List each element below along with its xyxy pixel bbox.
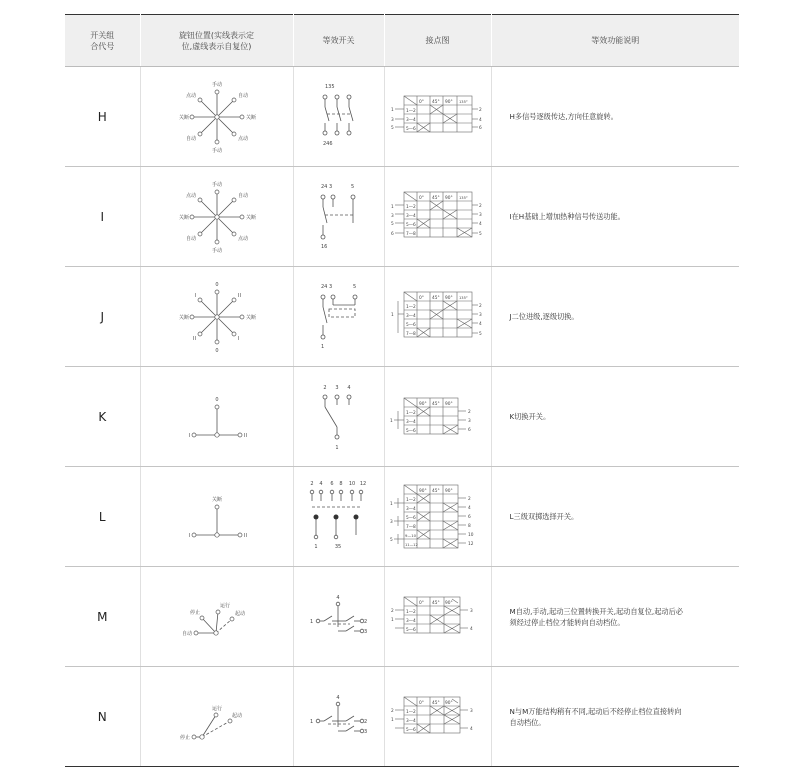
svg-text:90°: 90° [418, 401, 427, 407]
svg-text:2: 2 [390, 708, 394, 714]
header-code: 开关组 合代号 [65, 15, 140, 67]
function-description: H多信号逐级传达,方向任意旋转。 [491, 67, 739, 167]
knob-diagram-cell [140, 467, 293, 567]
svg-text:45°: 45° [431, 295, 440, 301]
svg-text:1—2: 1—2 [405, 108, 416, 114]
equiv-switch-cell [293, 567, 384, 667]
svg-text:45°: 45° [431, 401, 440, 407]
svg-text:3: 3 [363, 628, 367, 635]
svg-text:12: 12 [359, 480, 366, 487]
svg-text:4: 4 [346, 384, 351, 391]
contact-diagram-l [390, 481, 486, 553]
svg-text:3—4: 3—4 [405, 506, 416, 512]
svg-text:2: 2 [322, 384, 327, 391]
svg-text:7—8: 7—8 [405, 231, 416, 237]
svg-text:4: 4 [478, 117, 482, 123]
svg-text:3: 3 [478, 212, 482, 218]
svg-text:4: 4 [469, 626, 473, 632]
code-cell: K [65, 367, 140, 467]
svg-text:5: 5 [390, 221, 394, 227]
svg-text:90°: 90° [444, 295, 453, 301]
svg-text:5—6: 5—6 [405, 627, 416, 633]
svg-text:I: I [188, 432, 190, 439]
svg-text:10: 10 [348, 480, 355, 487]
table-row [65, 67, 739, 167]
svg-text:起动: 起动 [234, 610, 245, 617]
svg-text:2: 2 [467, 409, 471, 415]
svg-text:关断: 关断 [211, 496, 222, 503]
table-row [65, 567, 739, 667]
svg-text:1: 1 [334, 444, 339, 451]
svg-text:90°: 90° [444, 488, 453, 494]
svg-text:45°: 45° [431, 488, 440, 494]
table-row [65, 167, 739, 267]
svg-text:1—2: 1—2 [405, 204, 416, 210]
contact-diagram-cell [384, 467, 491, 567]
knob-diagram-m [172, 577, 262, 657]
svg-text:手动: 手动 [211, 181, 222, 188]
svg-text:2: 2 [309, 480, 314, 487]
svg-text:35: 35 [334, 543, 341, 550]
svg-text:1: 1 [320, 343, 324, 350]
svg-text:5: 5 [352, 283, 356, 290]
svg-text:6: 6 [390, 231, 394, 237]
contact-diagram-cell [384, 167, 491, 267]
svg-text:点动: 点动 [237, 235, 248, 242]
svg-text:4: 4 [467, 505, 471, 511]
svg-text:5: 5 [478, 331, 482, 337]
svg-text:II: II [243, 532, 247, 539]
svg-text:2: 2 [390, 608, 394, 614]
svg-text:3—4: 3—4 [405, 117, 416, 123]
knob-diagram-cell [140, 67, 293, 167]
header-knob: 旋钮位置(实线表示定 位,虚线表示自复位) [140, 15, 293, 67]
contact-diagram-cell [384, 367, 491, 467]
svg-text:6: 6 [467, 427, 471, 433]
equiv-switch-m [304, 577, 374, 657]
svg-text:5—6: 5—6 [405, 428, 416, 434]
equiv-switch-cell [293, 467, 384, 567]
table-header-row [65, 15, 739, 67]
svg-text:2: 2 [363, 718, 367, 725]
table-row [65, 467, 739, 567]
svg-text:停止: 停止 [189, 609, 200, 616]
svg-text:运行: 运行 [219, 602, 230, 609]
knob-diagram-cell [140, 367, 293, 467]
svg-text:1: 1 [390, 717, 394, 723]
svg-text:关断: 关断 [245, 114, 256, 121]
svg-text:关断: 关断 [245, 214, 256, 221]
equiv-switch-k [309, 377, 369, 457]
svg-text:自动: 自动 [185, 135, 196, 142]
svg-text:45°: 45° [431, 700, 440, 706]
svg-text:135°: 135° [458, 99, 468, 104]
svg-text:II: II [237, 292, 241, 299]
equiv-switch-l [304, 475, 374, 559]
svg-text:6: 6 [478, 125, 482, 131]
svg-text:4: 4 [335, 694, 340, 701]
svg-text:5: 5 [478, 231, 482, 237]
svg-text:2: 2 [363, 618, 367, 625]
svg-text:0: 0 [214, 396, 219, 403]
svg-text:2: 2 [467, 496, 471, 502]
code-cell: N [65, 667, 140, 767]
svg-text:5—6: 5—6 [405, 126, 416, 132]
contact-diagram-m [390, 593, 486, 641]
svg-text:3—4: 3—4 [405, 618, 416, 624]
function-description: I在H基础上增加热种信号传送功能。 [491, 167, 739, 267]
equiv-switch-cell [293, 367, 384, 467]
svg-text:0: 0 [214, 347, 219, 354]
knob-diagram-j [172, 277, 262, 357]
svg-text:3: 3 [334, 384, 339, 391]
svg-text:II: II [192, 335, 196, 342]
knob-diagram-cell [140, 167, 293, 267]
svg-text:2: 2 [478, 107, 482, 113]
svg-text:135°: 135° [458, 295, 468, 300]
contact-diagram-n [390, 693, 486, 741]
svg-text:24 3: 24 3 [320, 183, 332, 190]
svg-text:11—12: 11—12 [404, 542, 418, 547]
header-contact: 接点图 [384, 15, 491, 67]
code-cell: J [65, 267, 140, 367]
svg-text:3—4: 3—4 [405, 419, 416, 425]
header-func: 等效功能说明 [491, 15, 739, 67]
equiv-switch-i [309, 177, 369, 257]
svg-text:3: 3 [390, 117, 394, 123]
table-row [65, 367, 739, 467]
svg-text:90°: 90° [444, 700, 453, 706]
svg-text:1: 1 [390, 107, 394, 113]
knob-diagram-h [172, 77, 262, 157]
code-cell: M [65, 567, 140, 667]
knob-diagram-n [172, 677, 262, 757]
knob-diagram-cell [140, 667, 293, 767]
code-cell: L [65, 467, 140, 567]
svg-text:8: 8 [338, 480, 343, 487]
svg-text:自动: 自动 [237, 192, 248, 199]
svg-text:2: 2 [478, 203, 482, 209]
equiv-switch-j [309, 277, 369, 357]
svg-text:10: 10 [467, 532, 473, 538]
svg-text:关断: 关断 [178, 314, 189, 321]
svg-text:2: 2 [478, 303, 482, 309]
svg-text:1: 1 [389, 418, 393, 424]
equiv-switch-cell [293, 267, 384, 367]
svg-text:3: 3 [363, 728, 367, 735]
switch-spec-table [65, 14, 739, 767]
svg-text:5—6: 5—6 [405, 222, 416, 228]
svg-text:关断: 关断 [178, 214, 189, 221]
knob-diagram-cell [140, 567, 293, 667]
svg-text:4: 4 [335, 594, 340, 601]
header-equiv: 等效开关 [293, 15, 384, 67]
svg-text:关断: 关断 [178, 114, 189, 121]
knob-diagram-cell [140, 267, 293, 367]
svg-text:6: 6 [467, 514, 471, 520]
code-cell: H [65, 67, 140, 167]
svg-text:1—2: 1—2 [405, 709, 416, 715]
svg-text:0: 0 [214, 281, 219, 288]
svg-text:5—6: 5—6 [405, 322, 416, 328]
svg-text:24 3: 24 3 [320, 283, 332, 290]
svg-text:4: 4 [318, 480, 323, 487]
svg-text:3—4: 3—4 [405, 313, 416, 319]
svg-text:3—4: 3—4 [405, 718, 416, 724]
contact-diagram-cell [384, 267, 491, 367]
svg-text:3: 3 [469, 608, 473, 614]
equiv-switch-cell [293, 667, 384, 767]
svg-text:5: 5 [350, 183, 354, 190]
svg-text:0°: 0° [418, 700, 424, 706]
switch-spec-table-container [65, 14, 739, 767]
svg-text:0°: 0° [418, 600, 424, 606]
knob-diagram-i [172, 177, 262, 257]
svg-text:246: 246 [322, 140, 333, 147]
svg-text:135°: 135° [458, 195, 468, 200]
svg-text:16: 16 [320, 243, 327, 250]
svg-text:1: 1 [390, 312, 394, 318]
svg-text:5—6: 5—6 [405, 515, 416, 521]
svg-text:5: 5 [390, 125, 394, 131]
svg-text:3—4: 3—4 [405, 213, 416, 219]
contact-diagram-h [390, 92, 486, 142]
svg-text:0°: 0° [418, 295, 424, 301]
svg-text:点动: 点动 [185, 192, 196, 199]
svg-text:停止: 停止 [179, 734, 190, 741]
svg-text:7—8: 7—8 [405, 331, 416, 337]
code-cell: I [65, 167, 140, 267]
svg-text:7—8: 7—8 [405, 524, 416, 530]
svg-text:0°: 0° [418, 195, 424, 201]
svg-text:起动: 起动 [231, 712, 242, 719]
svg-text:90°: 90° [444, 600, 453, 606]
contact-diagram-k [390, 394, 486, 440]
svg-text:4: 4 [478, 321, 482, 327]
svg-text:6: 6 [329, 480, 334, 487]
contact-diagram-cell [384, 67, 491, 167]
svg-text:1: 1 [309, 618, 313, 625]
svg-text:1—2: 1—2 [405, 497, 416, 503]
function-description: K切换开关。 [491, 367, 739, 467]
svg-text:12: 12 [467, 541, 473, 547]
svg-text:4: 4 [478, 221, 482, 227]
svg-text:点动: 点动 [185, 92, 196, 99]
svg-text:45°: 45° [431, 99, 440, 105]
knob-diagram-l [172, 477, 262, 557]
svg-text:9—10: 9—10 [404, 532, 416, 538]
svg-text:1: 1 [313, 543, 318, 550]
svg-text:1—2: 1—2 [405, 609, 416, 615]
equiv-switch-n [304, 677, 374, 757]
svg-text:5: 5 [389, 537, 393, 543]
svg-text:II: II [243, 432, 247, 439]
svg-text:1—2: 1—2 [405, 304, 416, 310]
svg-text:135: 135 [324, 83, 335, 90]
svg-text:45°: 45° [431, 600, 440, 606]
contact-diagram-j [390, 289, 486, 345]
function-description: M自动,手动,起动三位置转换开关,起动自复位,起动后必 须经过停止档位才能转向自动档位。 [491, 567, 739, 667]
svg-text:手动: 手动 [211, 81, 222, 88]
svg-text:手动: 手动 [211, 247, 222, 254]
svg-text:I: I [188, 532, 190, 539]
svg-text:45°: 45° [431, 195, 440, 201]
svg-text:3: 3 [469, 708, 473, 714]
svg-text:I: I [194, 292, 196, 299]
svg-text:3: 3 [390, 213, 394, 219]
svg-text:1: 1 [390, 617, 394, 623]
contact-diagram-i [390, 189, 486, 245]
contact-diagram-cell [384, 567, 491, 667]
svg-text:点动: 点动 [237, 135, 248, 142]
svg-text:8: 8 [467, 523, 471, 529]
svg-text:90°: 90° [444, 99, 453, 105]
svg-text:5—6: 5—6 [405, 727, 416, 733]
svg-text:I: I [237, 335, 239, 342]
table-row [65, 267, 739, 367]
svg-text:90°: 90° [444, 401, 453, 407]
knob-diagram-k [172, 377, 262, 457]
svg-text:手动: 手动 [211, 147, 222, 154]
function-description: N与M万能结构稍有不同,起动后不经停止档位直接转向 自动档位。 [491, 667, 739, 767]
svg-text:0°: 0° [418, 99, 424, 105]
svg-text:4: 4 [469, 726, 473, 732]
svg-text:90°: 90° [444, 195, 453, 201]
equiv-switch-cell [293, 67, 384, 167]
svg-text:自动: 自动 [237, 92, 248, 99]
svg-text:自动: 自动 [185, 235, 196, 242]
svg-text:3: 3 [467, 418, 471, 424]
svg-text:关断: 关断 [245, 314, 256, 321]
svg-text:1: 1 [390, 204, 394, 210]
contact-diagram-cell [384, 667, 491, 767]
svg-text:运行: 运行 [211, 705, 222, 712]
svg-text:1: 1 [389, 501, 393, 507]
svg-text:3: 3 [389, 519, 393, 525]
svg-text:90°: 90° [418, 488, 427, 494]
function-description: L三级双掷选择开关。 [491, 467, 739, 567]
function-description: J二位进级,逐级切换。 [491, 267, 739, 367]
table-row [65, 667, 739, 767]
svg-text:1: 1 [309, 718, 313, 725]
svg-text:1—2: 1—2 [405, 410, 416, 416]
svg-text:自动: 自动 [181, 630, 192, 637]
svg-text:3: 3 [478, 312, 482, 318]
equiv-switch-cell [293, 167, 384, 267]
equiv-switch-h [309, 77, 369, 157]
